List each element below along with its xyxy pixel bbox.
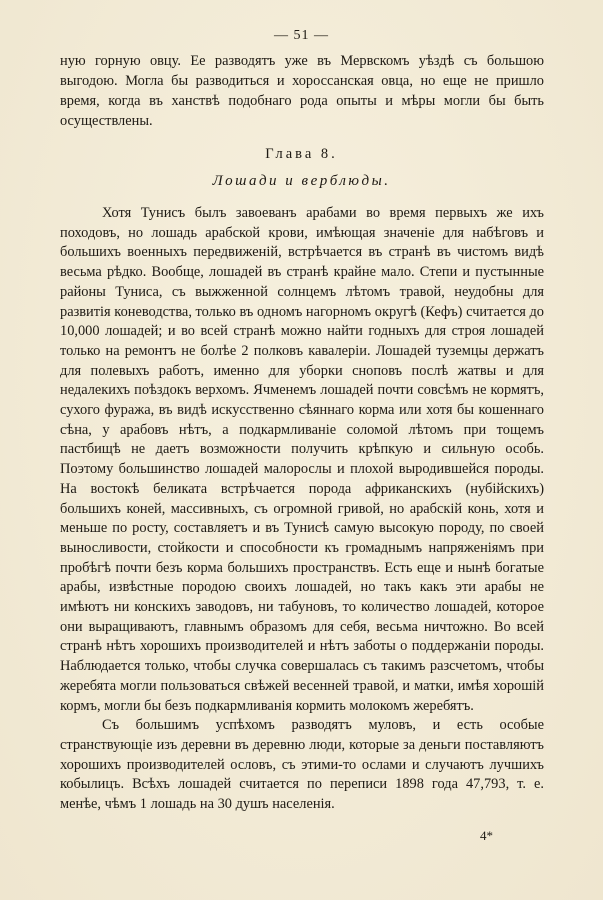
intro-paragraph: ную горную овцу. Ее разводятъ уже въ Мервскомъ уѣздѣ съ большою выгодою. Могла бы разводиться и хоросcанская овца, но еще не пришло время, когда въ ханствѣ подобнаго рода опыты и мѣры могли бы быть осуществлены. — [60, 53, 544, 129]
chapter-body — [60, 204, 544, 815]
body-paragraph-1: Хотя Тунисъ былъ завоеванъ арабами во время первыхъ же ихъ походовъ, но лошадь арабской крови, имѣющая значеніе для набѣговъ и большихъ военныхъ передвиженій, встрѣчается въ странѣ въ чистомъ видѣ весьма рѣдко. Вообще, лошадей въ странѣ крайне мало. Степи и пустынные районы Туниса, съ выжженной солнцемъ лѣтомъ травой, неудобны для развитія коневодства, только въ одномъ нагорномъ округѣ (Кефъ) считается до 10,000 лошадей; и во всей странѣ можно найти годныхъ для строя лошадей только на ремонтъ не болѣе 2 полковъ кавалеріи. Лошадей туземцы держатъ для полевыхъ работъ, именно для уборки сноповъ послѣ жатвы и для недалекихъ поѣздокъ верхомъ. Ячменемъ лошадей почти совсѣмъ не кормятъ, сухого фуража, въ видѣ искусственно сѣяннаго корма или хотя бы кошеннаго сѣна, у арабовъ нѣтъ, а подкармливаніе соломой лѣтомъ при тощемъ пастбищѣ не даетъ возможности получить крѣпкую и сильную особь. Поэтому большинство лошадей малорослы и плохой выродившейся породы. На востокѣ беликата встрѣчается порода африканскихъ (нубійскихъ) большихъ коней, массивныхъ, съ огромной гривой, но арабскій конь, хотя и меньше по росту, составляетъ и въ Тунисѣ самую высокую породу, по своей выносливости, стойкости и способности къ громаднымъ напряженіямъ при пробѣгѣ почти безъ корма большихъ пространствъ. Есть еще и нынѣ богатые арабы, извѣстные породою своихъ лошадей, но такъ какъ эти арабы не имѣютъ ни конскихъ заводовъ, ни табуновъ, то количество лошадей, которое они выращиваютъ, главнымъ образомъ для себя, весьма ничтожно. Во всей странѣ нѣтъ хорошихъ производителей и нѣтъ заботы о поддержаніи породы. Наблюдается только, чтобы случка совершалась съ такимъ разсчетомъ, чтобы жеребята могли пользоваться свѣжей весенней травой, и матки, имѣя хорошій кормъ, могли бы безъ подкармливанія кормить молокомъ жеребятъ. — [60, 205, 544, 714]
signature-mark: 4* — [480, 828, 493, 843]
intro-paragraph-block — [60, 51, 544, 131]
body-paragraph-2: Съ большимъ успѣхомъ разводятъ муловъ, и есть особые странствующіе изъ деревни въ деревню люди, которые за деньги поставляютъ хорошихъ производителей ословъ, съ этими-то ослами и случаютъ лучшихъ кобылицъ. Всѣхъ лошадей считается по переписи 1898 года 47,793, т. е. менѣе, чѣмъ 1 лошадь на 30 душъ населенія. — [60, 717, 544, 813]
page-number: — 51 — — [274, 28, 329, 43]
chapter-title: Лошади и верблюды. — [212, 173, 391, 189]
chapter-number: Глава 8. — [265, 146, 338, 162]
